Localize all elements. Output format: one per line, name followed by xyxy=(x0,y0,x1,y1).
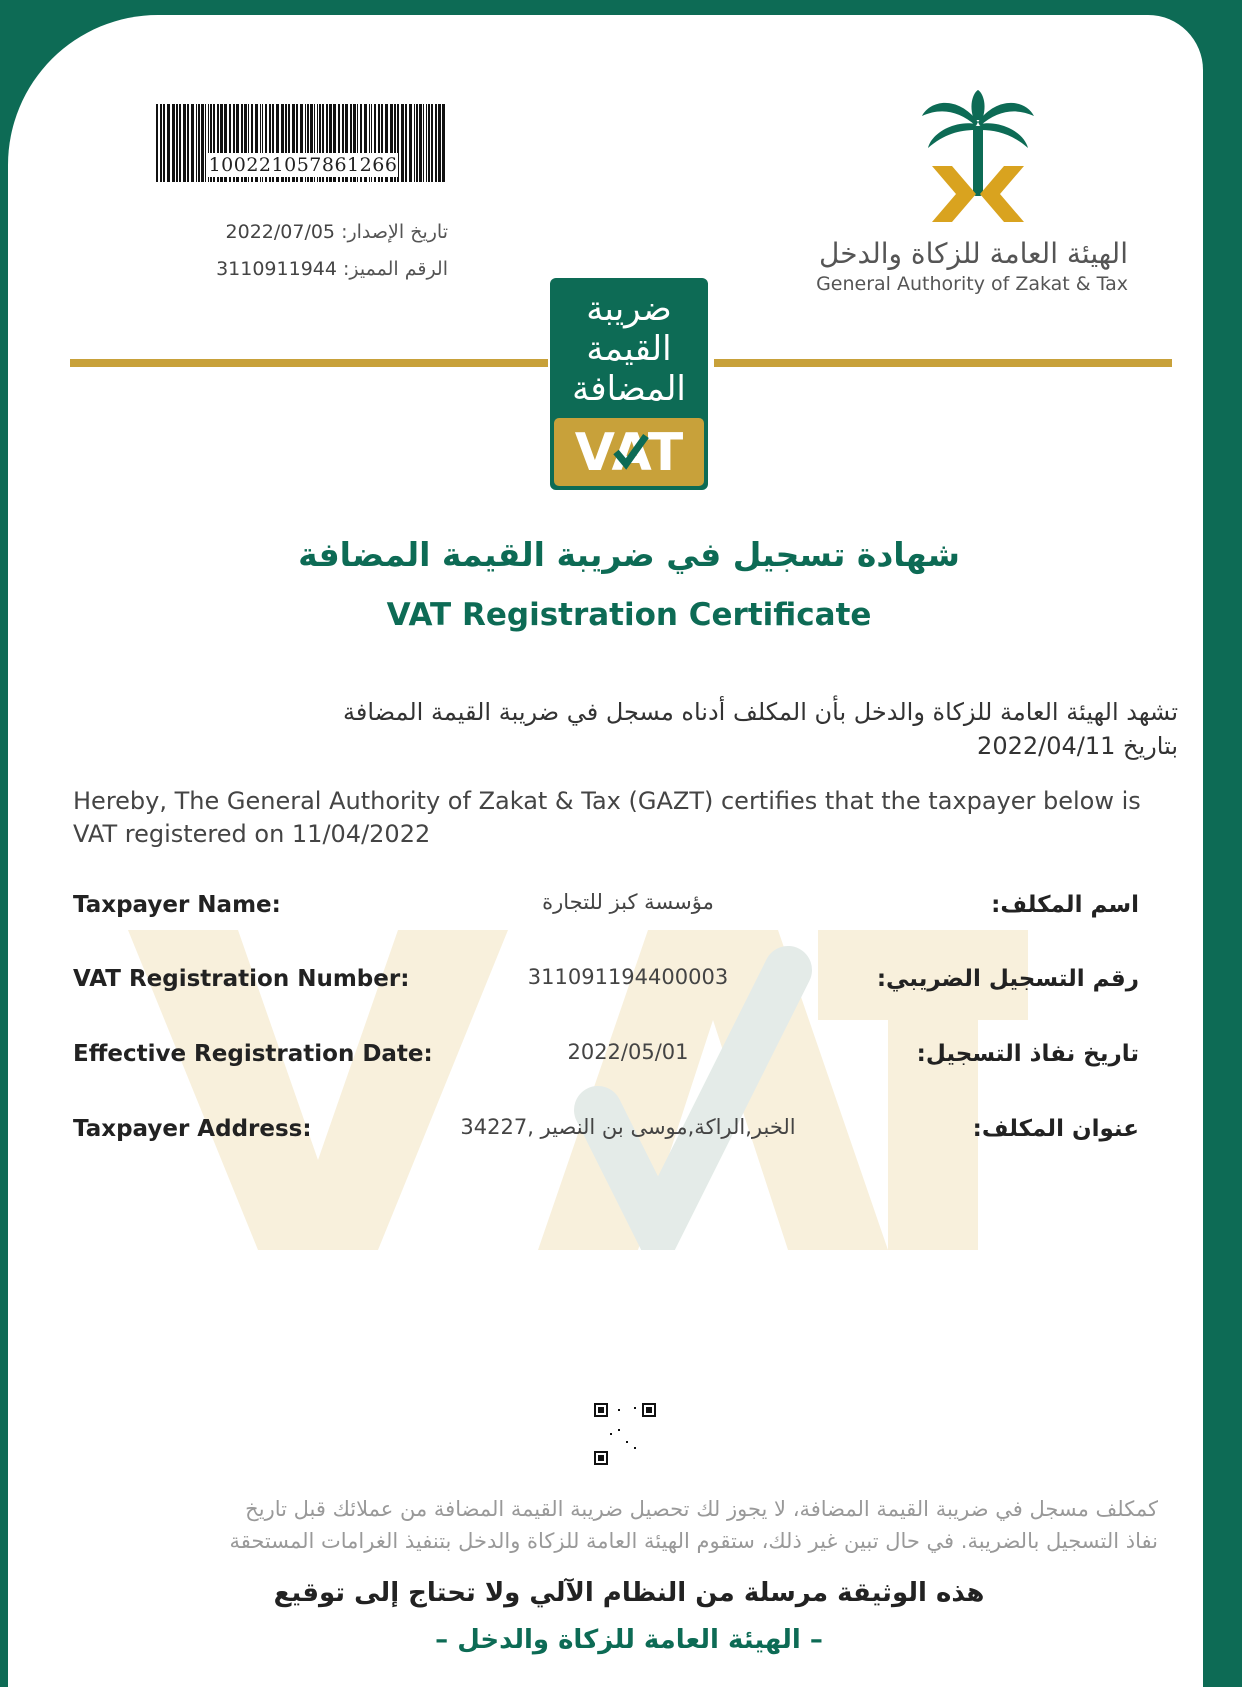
footer-note-arabic xyxy=(68,1493,1158,1557)
taxpayer-address-label-english: Taxpayer Address: xyxy=(73,1116,312,1142)
effective-date-label-english: Effective Registration Date: xyxy=(73,1041,433,1067)
taxpayer-name-value: مؤسسة كبز للتجارة xyxy=(542,890,714,914)
authority-signature: – الهيئة العامة للزكاة والدخل – xyxy=(435,1625,823,1655)
footer-note-line1: كمكلف مسجل في ضريبة القيمة المضافة، لا يجوز لك تحصيل ضريبة القيمة المضافة من عملائك قبل تاريخ xyxy=(245,1497,1158,1521)
unique-number-row xyxy=(188,258,448,280)
vat-number-label-english: VAT Registration Number: xyxy=(73,966,410,992)
vat-badge xyxy=(550,278,708,490)
intro-arabic-line1: تشهد الهيئة العامة للزكاة والدخل بأن المكلف أدناه مسجل في ضريبة القيمة المضافة xyxy=(343,698,1178,726)
intro-arabic xyxy=(168,695,1178,763)
vat-number-value: 311091194400003 xyxy=(527,965,729,989)
taxpayer-address-value: الخبر,الراكة,موسى بن النصير ,34227 xyxy=(460,1115,796,1139)
effective-date-label-arabic: تاريخ نفاذ التسجيل: xyxy=(916,1041,1139,1067)
intro-arabic-line2: بتاريخ 2022/04/11 xyxy=(977,732,1178,760)
automated-document-note: هذه الوثيقة مرسلة من النظام الآلي ولا تحتاج إلى توقيع xyxy=(273,1578,985,1608)
gazt-palm-logo-icon xyxy=(918,90,1038,230)
certificate-card xyxy=(8,15,1203,1687)
taxpayer-name-label-arabic: اسم المكلف: xyxy=(991,892,1139,918)
issue-date-label: تاريخ الإصدار: xyxy=(341,221,448,243)
unique-number-value: 3110911944 xyxy=(216,258,337,280)
gold-divider-left xyxy=(70,359,548,367)
certificate-title-arabic: شهادة تسجيل في ضريبة القيمة المضافة xyxy=(298,535,960,574)
authority-name-arabic: الهيئة العامة للزكاة والدخل xyxy=(818,237,1128,270)
issue-date-row xyxy=(188,221,448,243)
authority-name-english: General Authority of Zakat & Tax xyxy=(816,273,1128,295)
barcode-image xyxy=(156,104,446,194)
badge-line2: القيمة xyxy=(586,329,672,369)
intro-english xyxy=(73,785,1183,851)
qr-code-image xyxy=(594,1403,656,1465)
badge-line3: المضافة xyxy=(572,369,686,409)
intro-english-line1: Hereby, The General Authority of Zakat & Tax (GAZT) certifies that the taxpayer below is xyxy=(73,787,1141,815)
issue-date-value: 2022/07/05 xyxy=(225,221,336,243)
certificate-title-english: VAT Registration Certificate xyxy=(386,597,872,633)
badge-line1: ضريبة xyxy=(586,289,672,329)
gold-divider-right xyxy=(714,359,1172,367)
effective-date-value: 2022/05/01 xyxy=(567,1040,689,1064)
unique-number-label: الرقم المميز: xyxy=(343,258,448,280)
taxpayer-name-label-english: Taxpayer Name: xyxy=(73,892,281,918)
vat-number-label-arabic: رقم التسجيل الضريبي: xyxy=(876,966,1139,992)
intro-english-line2: VAT registered on 11/04/2022 xyxy=(73,820,431,848)
taxpayer-address-label-arabic: عنوان المكلف: xyxy=(972,1116,1139,1142)
footer-note-line2: نفاذ التسجيل بالضريبة. في حال تبين غير ذلك، ستقوم الهيئة العامة للزكاة والدخل بتنفيذ الغرامات المستحقة xyxy=(229,1529,1158,1553)
badge-vat-text: VAT xyxy=(574,423,684,483)
barcode-number: 100221057861266 xyxy=(208,154,398,176)
